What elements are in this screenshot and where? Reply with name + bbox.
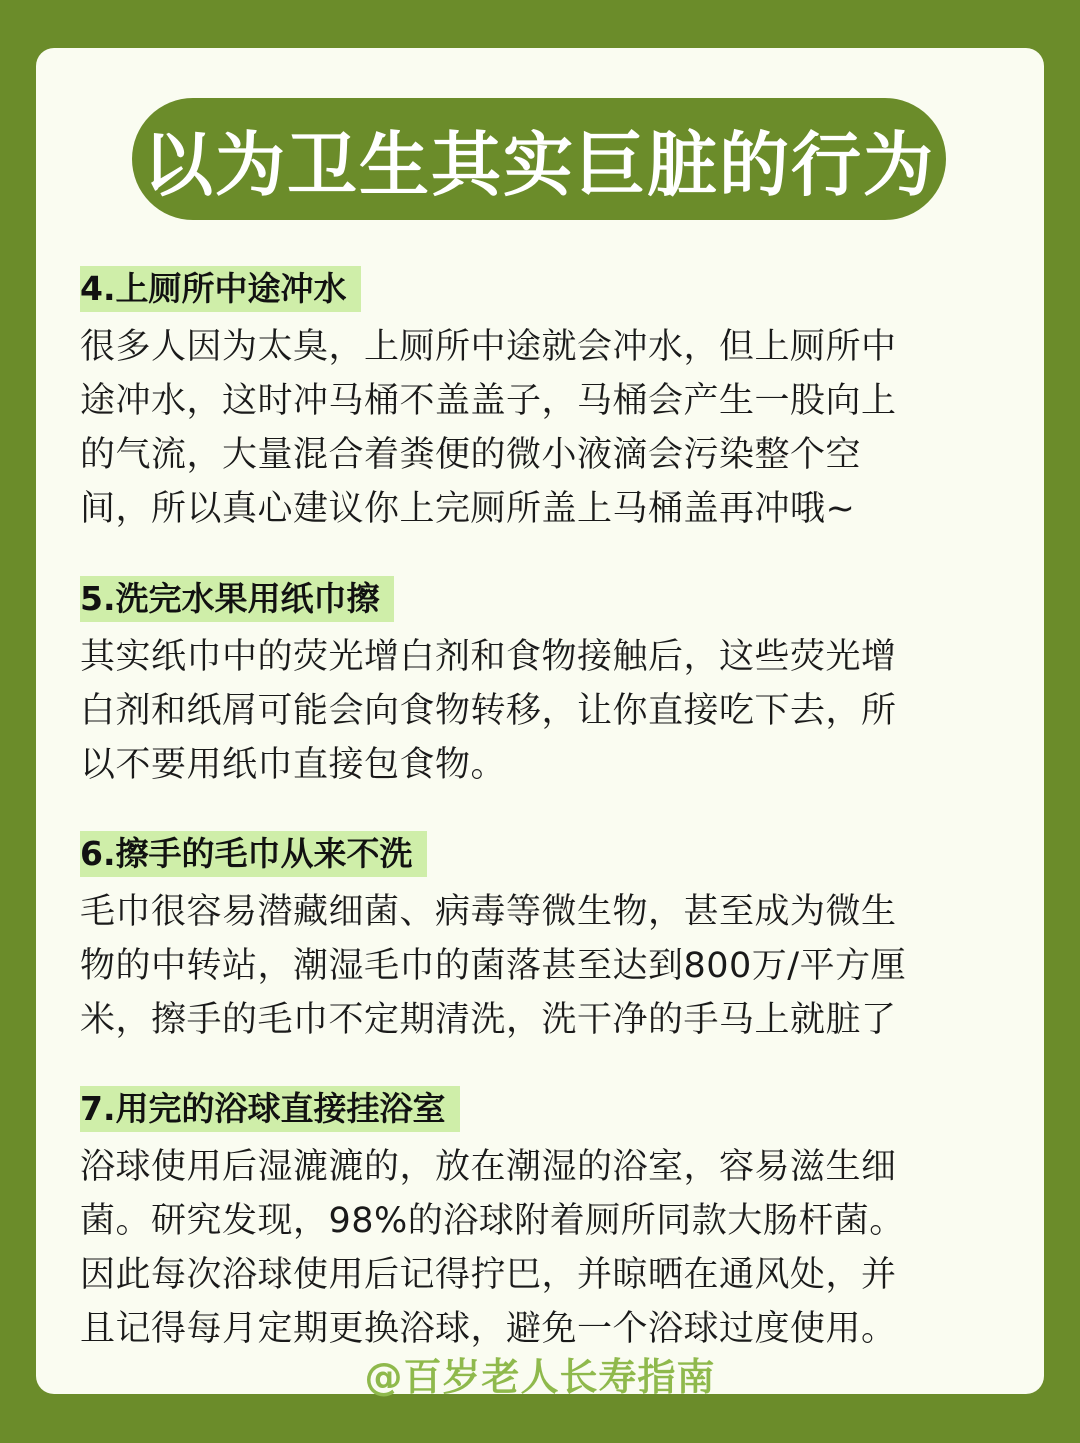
page-title: 以为卫生其实巨脏的行为 bbox=[143, 123, 935, 206]
body-line: 米，擦手的毛巾不定期清洗，洗干净的手马上就脏了 bbox=[80, 1000, 897, 1040]
body-line: 菌。研究发现，98%的浴球附着厕所同款大肠杆菌。 bbox=[80, 1201, 905, 1241]
body-line: 途冲水，这时冲马桶不盖盖子，马桶会产生一股向上 bbox=[80, 381, 897, 421]
section-body bbox=[80, 320, 1000, 536]
title-banner bbox=[132, 98, 946, 220]
body-line: 物的中转站，潮湿毛巾的菌落甚至达到800万/平方厘 bbox=[80, 946, 907, 986]
author-watermark: @百岁老人长寿指南 bbox=[364, 1355, 716, 1399]
section-heading: 6.擦手的毛巾从来不洗 bbox=[80, 831, 427, 877]
section-body bbox=[80, 885, 1000, 1047]
section-7 bbox=[80, 1086, 1000, 1356]
body-line: 的气流，大量混合着粪便的微小液滴会污染整个空 bbox=[80, 435, 862, 475]
section-body bbox=[80, 1140, 1000, 1356]
body-line: 因此每次浴球使用后记得拧巴，并晾晒在通风处，并 bbox=[80, 1255, 897, 1295]
body-line: 间，所以真心建议你上完厕所盖上马桶盖再冲哦~ bbox=[80, 489, 856, 529]
section-heading: 5.洗完水果用纸巾擦 bbox=[80, 576, 394, 622]
section-6 bbox=[80, 831, 1000, 1047]
body-line: 且记得每月定期更换浴球，避免一个浴球过度使用。 bbox=[80, 1309, 897, 1349]
body-line: 其实纸巾中的荧光增白剂和食物接触后，这些荧光增 bbox=[80, 637, 897, 677]
section-heading: 7.用完的浴球直接挂浴室 bbox=[80, 1086, 460, 1132]
content-card bbox=[36, 48, 1044, 1399]
body-line: 以不要用纸巾直接包食物。 bbox=[80, 745, 507, 785]
section-4 bbox=[80, 266, 1000, 536]
body-line: 浴球使用后湿漉漉的，放在潮湿的浴室，容易滋生细 bbox=[80, 1147, 897, 1187]
body-line: 白剂和纸屑可能会向食物转移，让你直接吃下去，所 bbox=[80, 691, 897, 731]
section-5 bbox=[80, 576, 1000, 792]
body-line: 毛巾很容易潜藏细菌、病毒等微生物，甚至成为微生 bbox=[80, 892, 897, 932]
section-heading: 4.上厕所中途冲水 bbox=[80, 266, 361, 312]
body-line: 很多人因为太臭，上厕所中途就会冲水，但上厕所中 bbox=[80, 327, 897, 367]
section-body bbox=[80, 630, 1000, 792]
